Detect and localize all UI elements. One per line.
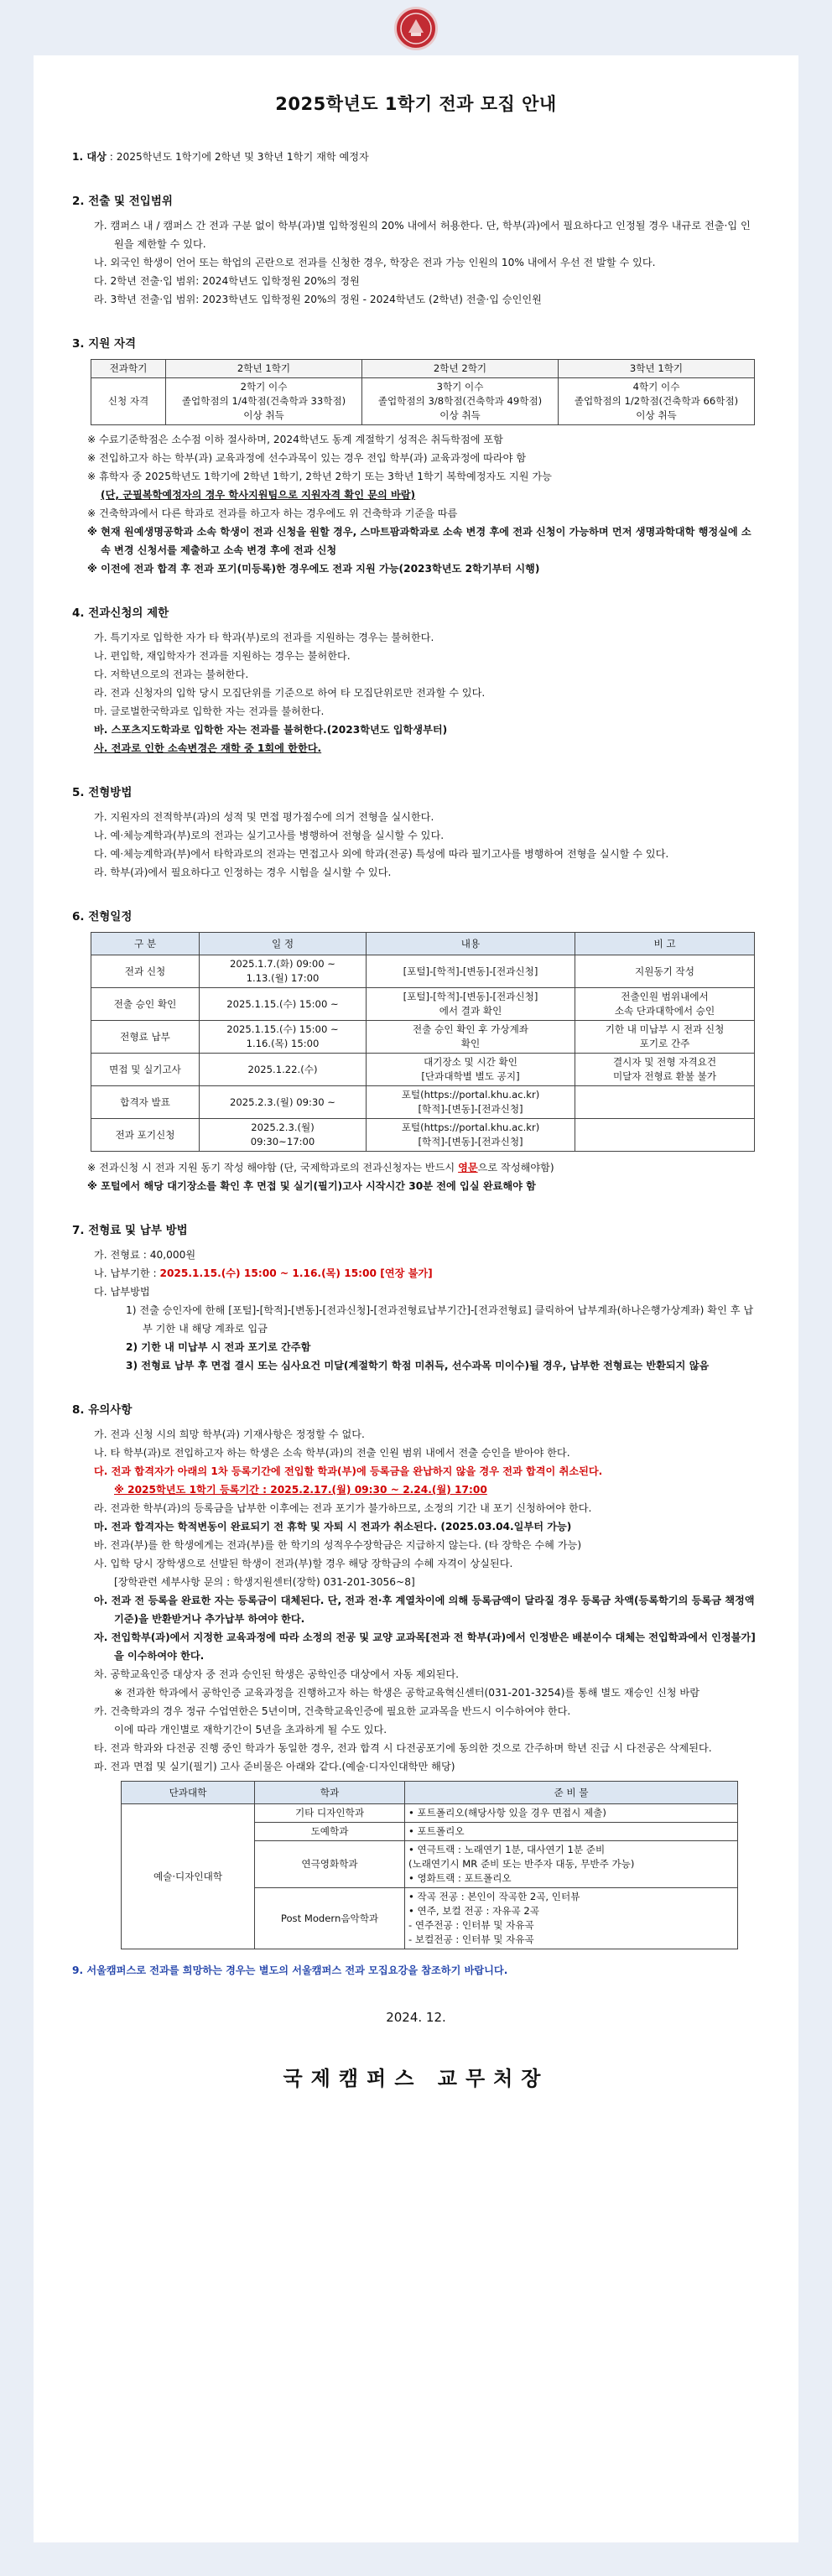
eligibility-cell: 4학기 이수 졸업학점의 1/2학점(건축학과 66학점) 이상 취득 [559,378,755,425]
schedule-cell: 2025.1.15.(수) 15:00 ~ 1.16.(목) 15:00 [200,1021,367,1054]
s4-item-na: 나. 편입학, 재입학자가 전과를 지원하는 경우는 불허한다. [94,650,351,662]
schedule-table [91,932,755,1152]
materials-header: 단과대학 [122,1782,255,1804]
materials-college: 예술·디자인대학 [122,1804,255,1949]
schedule-cell: 기한 내 미납부 시 전과 신청 포기로 간주 [575,1021,755,1054]
schedule-row [91,988,755,1021]
s4-item-ra: 라. 전과 신청자의 입학 당시 모집단위를 기준으로 하여 타 모집단위로만 전과할 수 있다. [94,687,486,699]
s8-item-ka-1: 카. 건축학과의 경우 정규 수업연한은 5년이며, 건축학교육인증에 필요한 교과목을 반드시 이수하여야 한다. [94,1705,571,1717]
s5-item-ga: 가. 지원자의 전적학부(과)의 성적 및 면접 평가점수에 의거 전형을 실시한다. [94,811,434,823]
section-6-heading: 6. 전형일정 [72,910,133,924]
schedule-row [91,1119,755,1152]
schedule-header: 구 분 [91,933,200,955]
section-3-heading: 3. 지원 자격 [72,337,137,351]
s4-item-ga: 가. 특기자로 입학한 자가 타 학과(부)로의 전과를 지원하는 경우는 불허한다. [94,632,434,643]
s8-item-sa: 사. 입학 당시 장학생으로 선발된 학생이 전과(부)할 경우 해당 장학금의 수혜 자격이 상실된다. [94,1558,513,1569]
section-1-label: 1. 대상 [72,151,107,163]
s3-note-1: ※ 수료기준학점은 소수점 이하 절사하며, 2024학년도 동계 계절학기 성적은 취득학점에 포함 [87,434,503,445]
schedule-row [91,1054,755,1086]
s2-item-ga: 가. 캠퍼스 내 / 캠퍼스 간 전과 구분 없이 학부(과)별 입학정원의 20% 내에서 허용한다. 단, 학부(과)에서 필요하다고 인정될 경우 내규로 전출·입 인원을 제한할 수 있다. [94,220,751,250]
section-1 [72,148,760,166]
s8-item-ba: 바. 전과(부)를 한 학생에게는 전과(부)를 한 학기의 성적우수장학금은 지급하지 않는다. (타 장학은 수혜 가능) [94,1539,582,1551]
section-9: 9. 서울캠퍼스로 전과를 희망하는 경우는 별도의 서울캠퍼스 전과 모집요강을 참조하기 바랍니다. [72,1965,508,1976]
schedule-cell: 지원동기 작성 [575,955,755,988]
s7-sub-1: 1) 전출 승인자에 한해 [포털]-[학적]-[변동]-[전과신청]-[전과전형료납부기간]-[전과전형료] 클릭하여 납부계좌(하나은행가상계좌) 확인 후 납부 기한 내 해당 계좌로 입금 [126,1304,754,1335]
s8-item-sa-note: [장학관련 세부사항 문의 : 학생지원센터(장학) 031-201-3056~8] [114,1576,415,1588]
s3-note-3: ※ 휴학자 중 2025학년도 1학기에 2학년 1학기, 2학년 2학기 또는 3학년 1학기 복학예정자도 지원 가능 [87,471,552,482]
schedule-row [91,1021,755,1054]
page-title: 2025학년도 1학기 전과 모집 안내 [275,94,557,114]
schedule-cell: 포털(https://portal.khu.ac.kr) [학적]-[변동]-[전과신청] [367,1086,575,1119]
eligibility-header: 3학년 1학기 [559,360,755,378]
schedule-cell: 2025.1.22.(수) [200,1054,367,1086]
s8-item-cha: 차. 공학교육인증 대상자 중 전과 승인된 학생은 공학인증 대상에서 자동 제외된다. [94,1668,460,1680]
s5-item-na: 나. 예·체능계학과(부)로의 전과는 실기고사를 병행하여 전형을 실시할 수 있다. [94,830,445,841]
s8-item-ja: 자. 전입학부(과)에서 지정한 교육과정에 따라 소정의 전공 및 교양 교과목[전과 전 학부(과)에서 인정받은 배분이수 대체는 전입학과에서 인정불가]을 이수하여야 한다. [94,1631,756,1662]
eligibility-header: 전과학기 [91,360,166,378]
schedule-header: 일 정 [200,933,367,955]
schedule-cell: 2025.1.7.(화) 09:00 ~ 1.13.(월) 17:00 [200,955,367,988]
materials-items: • 작곡 전공 : 본인이 작곡한 2곡, 인터뷰 • 연주, 보컬 전공 : 자유곡 2곡 - 연주전공 : 인터뷰 및 자유곡 - 보컬전공 : 인터뷰 및 자유곡 [405,1888,738,1949]
schedule-cell [575,1086,755,1119]
schedule-cell: 전형료 납부 [91,1021,200,1054]
s4-item-da: 다. 저학년으로의 전과는 불허한다. [94,669,249,680]
s7-item-na [92,1264,760,1283]
schedule-cell: 포털(https://portal.khu.ac.kr) [학적]-[변동]-[전과신청] [367,1119,575,1152]
s6-note-1c: 으로 작성해야함) [477,1162,554,1174]
s3-note-6: ※ 이전에 전과 합격 후 전과 포기(미등록)한 경우에도 전과 지원 가능(2023학년도 2학기부터 시행) [87,563,540,575]
s2-item-da: 다. 2학년 전출·입 범위: 2024학년도 입학정원 20%의 정원 [94,275,360,287]
s6-note-1b: 영문 [458,1162,478,1174]
materials-dept: 기타 디자인학과 [255,1804,405,1823]
s6-note-1 [87,1158,760,1177]
s3-note-3b: (단, 군필복학예정자의 경우 학사지원팀으로 지원자격 확인 문의 바람) [101,489,416,501]
s7-sub-3: 3) 전형료 납부 후 면접 결시 또는 심사요건 미달(계절학기 학점 미취득, 선수과목 미이수)될 경우, 납부한 전형료는 반환되지 않음 [126,1360,710,1371]
schedule-row [91,1086,755,1119]
schedule-row [91,955,755,988]
eligibility-cell: 2학기 이수 졸업학점의 1/4학점(건축학과 33학점) 이상 취득 [166,378,362,425]
s2-item-na: 나. 외국인 학생이 언어 또는 학업의 곤란으로 전과를 신청한 경우, 학장은 전과 가능 인원의 10% 내에서 우선 전 발할 수 있다. [94,257,656,268]
section-8-heading: 8. 유의사항 [72,1403,133,1417]
issue-date: 2024. 12. [386,2010,446,2025]
materials-table [121,1781,738,1949]
schedule-cell: 결시자 및 전형 자격요건 미달자 전형료 환불 불가 [575,1054,755,1086]
section-4-heading: 4. 전과신청의 제한 [72,606,169,620]
eligibility-table [91,359,755,425]
s7-item-ga: 가. 전형료 : 40,000원 [94,1249,196,1261]
materials-header: 준 비 물 [405,1782,738,1804]
s8-item-ta: 타. 전과 학과와 다전공 진행 중인 학과가 동일한 경우, 전과 합격 시 다전공포기에 동의한 것으로 간주하며 학년 진급 시 다전공은 삭제된다. [94,1742,712,1754]
s8-item-cha-note: ※ 전과한 학과에서 공학인증 교육과정을 진행하고자 하는 학생은 공학교육혁신센터(031-201-3254)를 통해 별도 재승인 신청 바람 [114,1687,699,1699]
s8-item-ma: 마. 전과 합격자는 학적변동이 완료되기 전 휴학 및 자퇴 시 전과가 취소된다. (2025.03.04.일부터 가능) [94,1521,572,1533]
s6-note-2: ※ 포털에서 해당 대기장소를 확인 후 면접 및 실기(필기)고사 시작시간 30분 전에 입실 완료해야 함 [87,1180,536,1192]
s3-note-5: ※ 현재 원예생명공학과 소속 학생이 전과 신청을 원할 경우, 스마트팜과학과로 소속 변경 후에 전과 신청이 가능하며 먼저 생명과학대학 행정실에 소속 변경 신청서를 제출하고 소속 변경 후에 전과 신청 [87,526,751,556]
s4-item-ba: 바. 스포츠지도학과로 입학한 자는 전과를 불허한다.(2023학년도 입학생부터) [94,724,448,736]
schedule-cell [575,1119,755,1152]
s3-note-2: ※ 전입하고자 하는 학부(과) 교육과정에 선수과목이 있는 경우 전입 학부(과) 교육과정에 따라야 함 [87,452,527,464]
s8-item-na: 나. 타 학부(과)로 전입하고자 하는 학생은 소속 학부(과)의 전출 인원 범위 내에서 전출 승인을 받아야 한다. [94,1447,570,1459]
section-7-heading: 7. 전형료 및 납부 방법 [72,1224,188,1237]
university-seal-icon [394,7,438,50]
schedule-cell: [포털]-[학적]-[변동]-[전과신청] 에서 결과 확인 [367,988,575,1021]
s5-item-da: 다. 예·체능계학과(부)에서 타학과로의 전과는 면접고사 외에 학과(전공) 특성에 따라 필기고사를 병행하여 전형을 실시할 수 있다. [94,848,669,860]
s8-item-a: 아. 전과 전 등록을 완료한 자는 등록금이 대체된다. 단, 전과 전·후 계열차이에 의해 등록금액이 달라질 경우 등록금 차액(등록학기의 등록금 책정액 기준)을 반환받거나 추가납부 하여야 한다. [94,1595,755,1625]
schedule-cell: 2025.1.15.(수) 15:00 ~ [200,988,367,1021]
section-2-heading: 2. 전출 및 전입범위 [72,195,173,208]
schedule-cell: 전출 승인 확인 후 가상계좌 확인 [367,1021,575,1054]
s5-item-ra: 라. 학부(과)에서 필요하다고 인정하는 경우 시험을 실시할 수 있다. [94,866,392,878]
materials-items: • 포트폴리오 [405,1823,738,1841]
schedule-cell: 2025.2.3.(월) 09:30~17:00 [200,1119,367,1152]
materials-header: 학과 [255,1782,405,1804]
s2-item-ra: 라. 3학년 전출·입 범위: 2023학년도 입학정원 20%의 정원 - 2024학년도 (2학년) 전출·입 승인인원 [94,294,542,305]
s4-item-sa: 사. 전과로 인한 소속변경은 재학 중 1회에 한한다. [94,742,322,754]
s7-item-da: 다. 납부방법 [94,1286,150,1298]
schedule-cell: 합격자 발표 [91,1086,200,1119]
s8-item-pa: 파. 전과 면접 및 실기(필기) 고사 준비물은 아래와 같다.(예술·디자인대학만 해당) [94,1761,455,1772]
s7-item-na-label: 나. 납부기한 : [94,1267,160,1279]
schedule-cell: 전과 신청 [91,955,200,988]
s6-note-1a: ※ 전과신청 시 전과 지원 동기 작성 해야함 (단, 국제학과로의 전과신청자는 반드시 [87,1162,459,1174]
section-1-text: : 2025학년도 1학기에 2학년 및 3학년 1학기 재학 예정자 [106,151,369,163]
s8-item-ra: 라. 전과한 학부(과)의 등록금을 납부한 이후에는 전과 포기가 불가하므로, 소정의 기간 내 포기 신청하여야 한다. [94,1502,592,1514]
schedule-cell: 전출인원 범위내에서 소속 단과대학에서 승인 [575,988,755,1021]
section-5-heading: 5. 전형방법 [72,786,133,799]
s8-item-ka-2: 이에 따라 개인별로 재학기간이 5년을 초과하게 될 수도 있다. [114,1724,387,1736]
s8-item-da-note: ※ 2025학년도 1학기 등록기간 : 2025.2.17.(월) 09:30 ~ 2.24.(월) 17:00 [114,1484,487,1496]
s8-item-ga: 가. 전과 신청 시의 희망 학부(과) 기재사항은 정정할 수 없다. [94,1429,365,1440]
s3-note-4: ※ 건축학과에서 다른 학과로 전과를 하고자 하는 경우에도 위 건축학과 기준을 따름 [87,507,458,519]
notice-page [34,55,798,2542]
materials-items: • 포트폴리오(해당사항 있을 경우 면접시 제출) [405,1804,738,1823]
s7-payment-deadline: 2025.1.15.(수) 15:00 ~ 1.16.(목) 15:00 [연장 불가] [159,1267,433,1279]
s7-sub-2: 2) 기한 내 미납부 시 전과 포기로 간주함 [126,1341,311,1353]
schedule-cell: 전출 승인 확인 [91,988,200,1021]
schedule-cell: 2025.2.3.(월) 09:30 ~ [200,1086,367,1119]
schedule-cell: [포털]-[학적]-[변동]-[전과신청] [367,955,575,988]
eligibility-row-label: 신청 자격 [91,378,166,425]
schedule-cell: 전과 포기신청 [91,1119,200,1152]
schedule-header: 비 고 [575,933,755,955]
schedule-cell: 대기장소 및 시간 확인 [단과대학별 별도 공지] [367,1054,575,1086]
schedule-header: 내용 [367,933,575,955]
materials-items: • 연극트랙 : 노래연기 1분, 대사연기 1분 준비 (노래연기시 MR 준비 또는 반주자 대동, 무반주 가능) • 영화트랙 : 포트폴리오 [405,1841,738,1888]
s4-item-ma: 마. 글로벌한국학과로 입학한 자는 전과를 불허한다. [94,705,325,717]
issuing-office: 국제캠퍼스 교무처장 [283,2067,549,2090]
s8-item-da: 다. 전과 합격자가 아래의 1차 등록기간에 전입할 학과(부)에 등록금을 완납하지 않을 경우 전과 합격이 취소된다. [94,1465,603,1477]
schedule-cell: 면접 및 실기고사 [91,1054,200,1086]
materials-dept: 도예학과 [255,1823,405,1841]
eligibility-header: 2학년 1학기 [166,360,362,378]
eligibility-header: 2학년 2학기 [362,360,559,378]
materials-dept: 연극영화학과 [255,1841,405,1888]
materials-dept: Post Modern음악학과 [255,1888,405,1949]
eligibility-cell: 3학기 이수 졸업학점의 3/8학점(건축학과 49학점) 이상 취득 [362,378,559,425]
